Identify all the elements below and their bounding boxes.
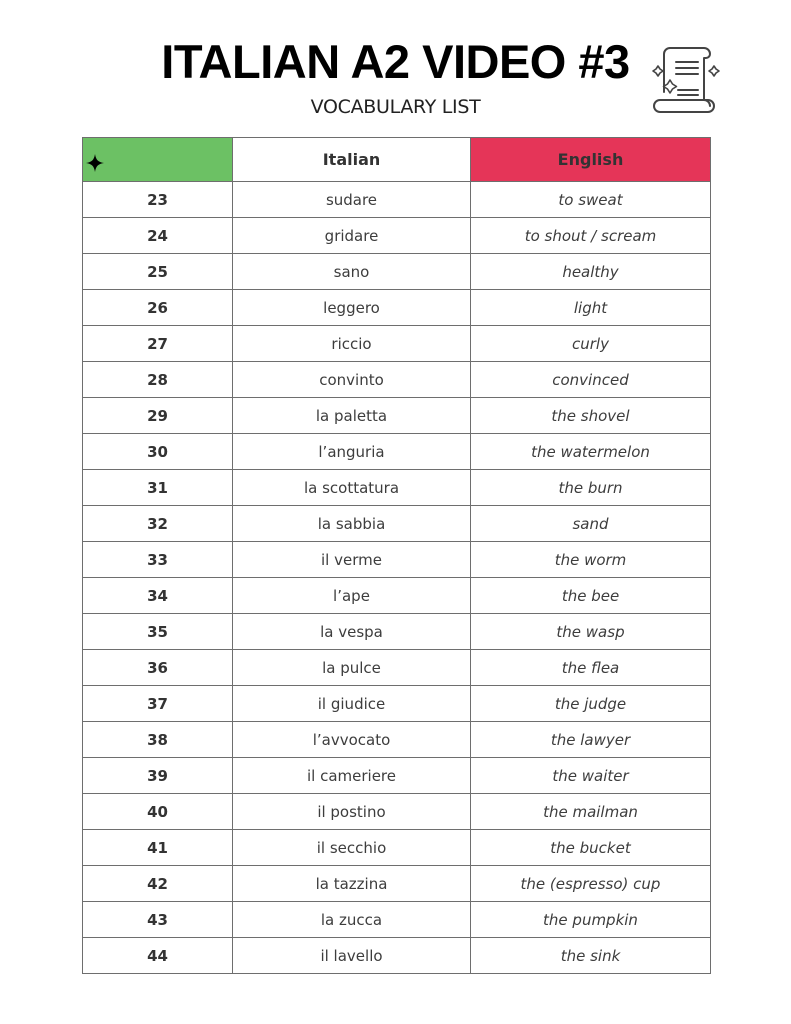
row-number: 31 xyxy=(83,470,233,506)
table-header-row xyxy=(83,138,711,182)
table-row xyxy=(83,470,711,506)
english-translation: the watermelon xyxy=(471,434,711,470)
table-row xyxy=(83,398,711,434)
row-number: 23 xyxy=(83,182,233,218)
italian-word: gridare xyxy=(233,218,471,254)
table-row xyxy=(83,434,711,470)
english-translation: curly xyxy=(471,326,711,362)
row-number: 32 xyxy=(83,506,233,542)
header-english-column: English xyxy=(471,138,711,182)
italian-word: riccio xyxy=(233,326,471,362)
english-translation: convinced xyxy=(471,362,711,398)
italian-word: la sabbia xyxy=(233,506,471,542)
table-row xyxy=(83,326,711,362)
table-row xyxy=(83,578,711,614)
english-translation: the mailman xyxy=(471,794,711,830)
sparkle-icon xyxy=(85,153,105,173)
italian-word: la vespa xyxy=(233,614,471,650)
table-row xyxy=(83,182,711,218)
row-number: 41 xyxy=(83,830,233,866)
table-row xyxy=(83,686,711,722)
table-row xyxy=(83,506,711,542)
table-row xyxy=(83,614,711,650)
english-translation: the worm xyxy=(471,542,711,578)
italian-word: il giudice xyxy=(233,686,471,722)
row-number: 38 xyxy=(83,722,233,758)
row-number: 36 xyxy=(83,650,233,686)
italian-word: il verme xyxy=(233,542,471,578)
english-translation: the waiter xyxy=(471,758,711,794)
table-row xyxy=(83,650,711,686)
table-row xyxy=(83,542,711,578)
table-row xyxy=(83,866,711,902)
row-number: 26 xyxy=(83,290,233,326)
italian-word: la pulce xyxy=(233,650,471,686)
english-translation: to sweat xyxy=(471,182,711,218)
english-translation: sand xyxy=(471,506,711,542)
header-number-column xyxy=(83,138,233,182)
english-translation: the pumpkin xyxy=(471,902,711,938)
row-number: 30 xyxy=(83,434,233,470)
english-translation: the shovel xyxy=(471,398,711,434)
page-title: ITALIAN A2 VIDEO #3 xyxy=(161,35,630,88)
row-number: 34 xyxy=(83,578,233,614)
row-number: 29 xyxy=(83,398,233,434)
italian-word: leggero xyxy=(233,290,471,326)
english-translation: healthy xyxy=(471,254,711,290)
italian-word: il lavello xyxy=(233,938,471,974)
english-translation: the burn xyxy=(471,470,711,506)
table-row xyxy=(83,722,711,758)
table-row xyxy=(83,758,711,794)
row-number: 37 xyxy=(83,686,233,722)
english-translation: to shout / scream xyxy=(471,218,711,254)
english-translation: light xyxy=(471,290,711,326)
row-number: 25 xyxy=(83,254,233,290)
italian-word: la paletta xyxy=(233,398,471,434)
italian-word: la scottatura xyxy=(233,470,471,506)
english-translation: the lawyer xyxy=(471,722,711,758)
english-translation: the wasp xyxy=(471,614,711,650)
table-row xyxy=(83,902,711,938)
italian-word: l’ape xyxy=(233,578,471,614)
row-number: 33 xyxy=(83,542,233,578)
table-row xyxy=(83,254,711,290)
vocabulary-table xyxy=(82,137,711,974)
table-row xyxy=(83,218,711,254)
table-row xyxy=(83,830,711,866)
table-row xyxy=(83,938,711,974)
italian-word: il cameriere xyxy=(233,758,471,794)
english-translation: the judge xyxy=(471,686,711,722)
italian-word: sudare xyxy=(233,182,471,218)
row-number: 28 xyxy=(83,362,233,398)
row-number: 35 xyxy=(83,614,233,650)
row-number: 43 xyxy=(83,902,233,938)
table-row xyxy=(83,362,711,398)
english-translation: the sink xyxy=(471,938,711,974)
italian-word: la tazzina xyxy=(233,866,471,902)
row-number: 39 xyxy=(83,758,233,794)
row-number: 27 xyxy=(83,326,233,362)
row-number: 24 xyxy=(83,218,233,254)
page-subtitle: VOCABULARY LIST xyxy=(310,96,481,118)
header-italian-column: Italian xyxy=(233,138,471,182)
italian-word: il secchio xyxy=(233,830,471,866)
table-row xyxy=(83,794,711,830)
english-translation: the bee xyxy=(471,578,711,614)
table-row xyxy=(83,290,711,326)
italian-word: convinto xyxy=(233,362,471,398)
italian-word: l’anguria xyxy=(233,434,471,470)
row-number: 44 xyxy=(83,938,233,974)
italian-word: la zucca xyxy=(233,902,471,938)
row-number: 40 xyxy=(83,794,233,830)
english-translation: the flea xyxy=(471,650,711,686)
scroll-icon xyxy=(650,40,722,116)
italian-word: il postino xyxy=(233,794,471,830)
english-translation: the (espresso) cup xyxy=(471,866,711,902)
italian-word: sano xyxy=(233,254,471,290)
row-number: 42 xyxy=(83,866,233,902)
italian-word: l’avvocato xyxy=(233,722,471,758)
english-translation: the bucket xyxy=(471,830,711,866)
